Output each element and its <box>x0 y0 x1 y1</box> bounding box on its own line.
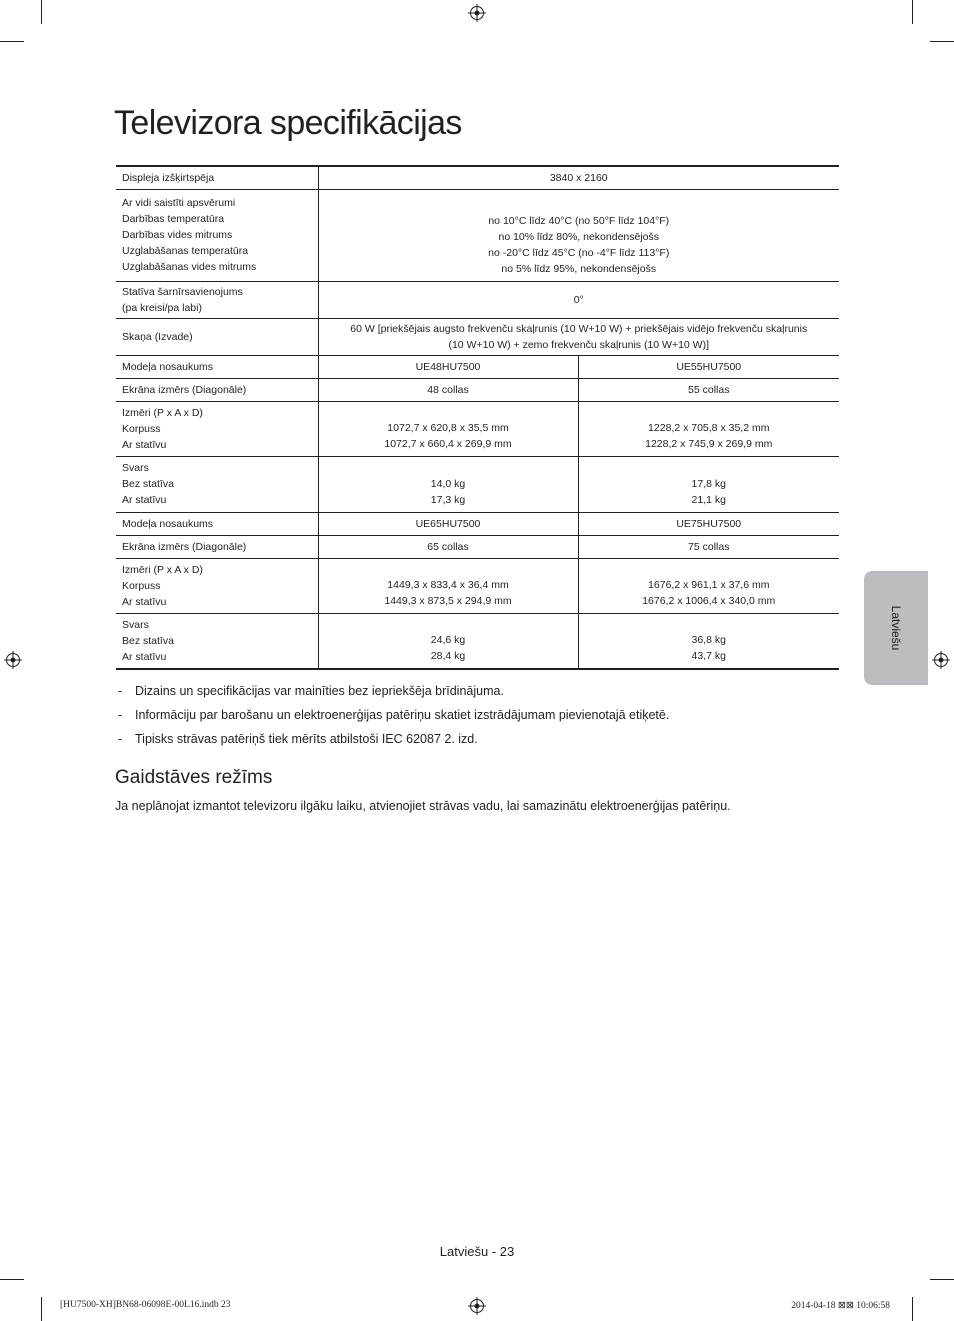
spec-value: UE75HU7500 <box>578 512 839 535</box>
table-row <box>116 281 839 318</box>
side-tab-label: Latviešu <box>889 605 903 651</box>
crop-mark-br-h <box>930 1279 954 1280</box>
spec-value-line: 43,7 kg <box>691 650 726 662</box>
spec-label-line: Ar statīvu <box>122 438 167 451</box>
list-item <box>118 683 669 707</box>
spec-label <box>116 401 318 456</box>
spec-value-line: 36,8 kg <box>691 634 726 646</box>
spec-value-line: no 5% līdz 95%, nekondensējošs <box>501 262 657 275</box>
spec-value-line: 1072,7 x 620,8 x 35,5 mm <box>387 421 509 434</box>
spec-value <box>318 318 839 355</box>
spec-label-line: Ar vidi saistīti apsvērumi <box>122 197 236 209</box>
spec-label <box>116 558 318 613</box>
registration-mark-icon <box>468 1297 486 1315</box>
spec-label-line: Ar statīvu <box>122 595 167 608</box>
table-row <box>116 166 839 189</box>
spec-label-line: Bez statīva <box>122 634 174 647</box>
crop-mark-tl-h <box>0 41 24 42</box>
crop-mark-tr-h <box>930 41 954 42</box>
spec-label <box>116 456 318 512</box>
spec-value: 48 collas <box>318 378 578 401</box>
spec-label: Skaņa (Izvade) <box>116 318 318 355</box>
table-row <box>116 456 839 512</box>
crop-mark-tl-v <box>41 0 42 24</box>
spec-value-line: 1449,3 x 833,4 x 36,4 mm <box>387 578 509 591</box>
spec-value: UE65HU7500 <box>318 512 578 535</box>
spec-label-line: Statīva šarnīrsavienojums <box>122 285 243 298</box>
list-item <box>118 731 669 755</box>
note-text: Dizains un specifikācijas var mainīties bez iepriekšēja brīdinājuma. <box>135 684 504 698</box>
spec-value: 55 collas <box>578 378 839 401</box>
page-title: Televizora specifikācijas <box>114 104 462 142</box>
spec-value: 65 collas <box>318 535 578 558</box>
note-text: Tipisks strāvas patēriņš tiek mērīts atbilstoši IEC 62087 2. izd. <box>135 732 478 746</box>
spec-table <box>116 165 839 670</box>
spec-value-line: 60 W [priekšējais augsto frekvenču skaļrunis (10 W+10 W) + priekšējais vidējo frekvenču skaļrunis <box>350 322 808 335</box>
bullet-dash: - <box>118 684 123 698</box>
spec-label: Modeļa nosaukums <box>116 512 318 535</box>
spec-label-line: Izmēri (P x A x D) <box>122 406 203 419</box>
spec-value-line: (10 W+10 W) + zemo frekvenču skaļrunis (10 W+10 W)] <box>448 338 710 351</box>
spec-value <box>578 401 839 456</box>
spec-value-line: 17,3 kg <box>430 493 466 506</box>
spec-value-line: 1228,2 x 705,8 x 35,2 mm <box>648 421 770 434</box>
notes-list <box>118 683 669 755</box>
spec-value-line: no 10°C līdz 40°C (no 50°F līdz 104°F) <box>488 214 670 227</box>
spec-value-line: no -20°C līdz 45°C (no -4°F līdz 113°F) <box>488 246 670 259</box>
spec-value-line: 24,6 kg <box>430 634 466 646</box>
spec-value <box>318 613 578 669</box>
spec-value: UE48HU7500 <box>318 355 578 378</box>
table-row <box>116 535 839 558</box>
bullet-dash: - <box>118 708 123 722</box>
spec-value <box>578 456 839 512</box>
spec-label: Ekrāna izmērs (Diagonāle) <box>116 535 318 558</box>
crop-mark-br-v <box>912 1297 913 1321</box>
spec-value-line: 28,4 kg <box>430 650 466 662</box>
crop-mark-tr-v <box>912 0 913 24</box>
spec-value <box>318 456 578 512</box>
crop-mark-bl-h <box>0 1279 24 1280</box>
spec-value: UE55HU7500 <box>578 355 839 378</box>
spec-value <box>318 401 578 456</box>
spec-value-line: 21,1 kg <box>691 493 726 506</box>
spec-label-line: Korpuss <box>122 422 161 435</box>
spec-label: Displeja izšķirtspēja <box>116 166 318 189</box>
section-text-standby: Ja neplānojat izmantot televizoru ilgāku laiku, atvienojiet strāvas vadu, lai samazinātu elektroenerģijas patēriņu. <box>115 799 731 813</box>
spec-label-line: Darbības vides mitrums <box>122 229 233 241</box>
spec-value-line: no 10% līdz 80%, nekondensējošs <box>498 230 660 243</box>
spec-label <box>116 613 318 669</box>
spec-value-line: 17,8 kg <box>691 477 726 490</box>
spec-label-line: Darbības temperatūra <box>122 213 225 225</box>
language-side-tab <box>864 571 928 685</box>
spec-value <box>318 189 839 281</box>
spec-value <box>318 558 578 613</box>
spec-label-line: Svars <box>122 462 149 474</box>
spec-value: 75 collas <box>578 535 839 558</box>
spec-value: 3840 x 2160 <box>318 166 839 189</box>
crop-mark-bl-v <box>41 1297 42 1321</box>
spec-label: Modeļa nosaukums <box>116 355 318 378</box>
footer-file-info: [HU7500-XH]BN68-06098E-00L16.indb 23 <box>60 1300 231 1310</box>
bullet-dash: - <box>118 732 123 746</box>
spec-label-line: Korpuss <box>122 579 161 592</box>
spec-value-line: 1676,2 x 1006,4 x 340,0 mm <box>642 594 776 607</box>
table-row <box>116 613 839 669</box>
spec-label-line: Ar statīvu <box>122 494 167 506</box>
registration-mark-icon <box>468 4 486 22</box>
page-number: Latviešu - 23 <box>439 1244 515 1259</box>
spec-label-line: Ar statīvu <box>122 650 167 663</box>
table-row <box>116 189 839 281</box>
spec-label <box>116 281 318 318</box>
section-title-standby: Gaidstāves režīms <box>115 767 273 788</box>
table-row <box>116 318 839 355</box>
spec-value-line: 1449,3 x 873,5 x 294,9 mm <box>384 594 512 607</box>
list-item <box>118 707 669 731</box>
table-row <box>116 355 839 378</box>
table-row <box>116 558 839 613</box>
spec-value: 0° <box>318 281 839 318</box>
spec-label: Ekrāna izmērs (Diagonāle) <box>116 378 318 401</box>
registration-mark-icon <box>932 651 950 669</box>
spec-label-line: Bez statīva <box>122 478 174 490</box>
spec-value-line: 1072,7 x 660,4 x 269,9 mm <box>384 437 512 450</box>
note-text: Informāciju par barošanu un elektroenerģijas patēriņu skatiet izstrādājumam pievienotajā etiķetē. <box>135 708 670 722</box>
footer-date-info: 2014-04-18 ⊠⊠ 10:06:58 <box>791 1301 890 1311</box>
registration-mark-icon <box>4 651 22 669</box>
spec-value-line: 14,0 kg <box>430 477 466 490</box>
table-row <box>116 401 839 456</box>
spec-label-line: (pa kreisi/pa labi) <box>122 301 202 314</box>
spec-label-line: Svars <box>122 618 149 631</box>
spec-label-line: Uzglabāšanas vides mitrums <box>122 261 257 273</box>
spec-value-line: 1228,2 x 745,9 x 269,9 mm <box>645 437 773 450</box>
spec-label-line: Uzglabāšanas temperatūra <box>122 245 249 257</box>
spec-value <box>578 558 839 613</box>
table-row <box>116 512 839 535</box>
spec-value <box>578 613 839 669</box>
spec-value-line: 1676,2 x 961,1 x 37,6 mm <box>648 578 770 591</box>
table-row <box>116 378 839 401</box>
spec-label <box>116 189 318 281</box>
spec-label-line: Izmēri (P x A x D) <box>122 563 203 576</box>
